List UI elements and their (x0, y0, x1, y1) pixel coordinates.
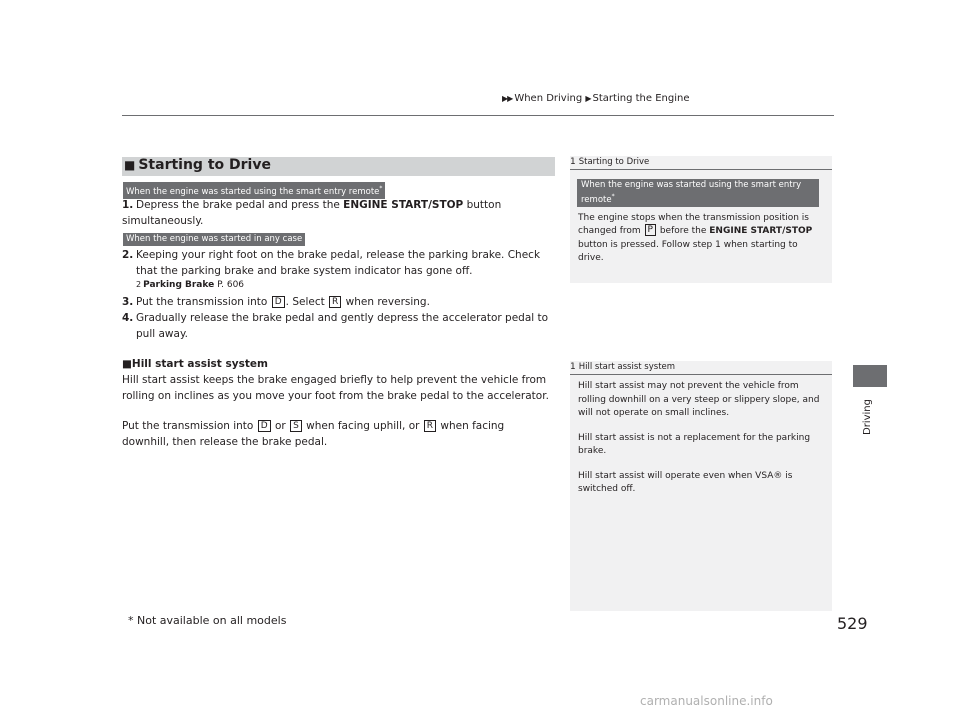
sidebar-text: The engine stops when the transmission position is changed from P before the ENGINE START/STOP button is pressed. Follow step 1 when starting to drive. (578, 212, 813, 264)
step-4: 4. Gradually release the brake pedal and gently depress the accelerator pedal to pull away. (122, 312, 549, 340)
hill-paragraph-1: Hill start assist keeps the brake engaged briefly to help prevent the vehicle from rolling on inclines as you move your foot from the brake pedal to the accelerator. (122, 374, 549, 402)
page-number: 529 (837, 614, 868, 633)
chapter-label: Driving (862, 399, 873, 435)
condition-tag-remote: When the engine was started using the smart entry remote* (123, 182, 385, 199)
subsection-title: ■Hill start assist system (122, 358, 268, 370)
gear-key-d: D (258, 420, 271, 432)
watermark: carmanualsonline.info (640, 694, 773, 708)
note-icon: 1 (570, 157, 576, 167)
gear-key-r: R (424, 420, 436, 432)
step-1: 1. Depress the brake pedal and press the ENGINE START/STOP button simultaneously. (122, 199, 502, 227)
square-bullet-icon: ■ (124, 158, 136, 172)
section-title: ■ Starting to Drive (124, 157, 271, 173)
square-bullet-icon: ■ (122, 358, 132, 370)
sidebar-divider (570, 374, 832, 375)
breadcrumb (502, 93, 689, 104)
double-arrow-icon: ▶▶ (502, 94, 513, 103)
sidebar-paragraph-3: Hill start assist will operate even when VSA® is switched off. (578, 470, 793, 494)
sidebar-divider (570, 169, 832, 170)
footnote: * Not available on all models (128, 614, 287, 627)
sidebar-heading: 1 Starting to Drive (570, 157, 650, 167)
step-3: 3. Put the transmission into D . Select R when reversing. (122, 296, 430, 308)
reference-arrow-icon: 2 (136, 280, 142, 289)
hill-paragraph-2: Put the transmission into D or S when facing uphill, or R when facing downhill, then release the brake pedal. (122, 420, 505, 448)
condition-tag-any: When the engine was started in any case (123, 233, 305, 246)
breadcrumb-item-starting-engine[interactable]: Starting the Engine (592, 93, 690, 104)
sidebar-condition-tag: When the engine was started using the smart entry remote* (577, 179, 819, 207)
gear-key-s: S (290, 420, 302, 432)
sidebar-note-hill (570, 361, 832, 611)
breadcrumb-item-when-driving[interactable]: When Driving (514, 93, 583, 104)
sidebar-note-starting (570, 156, 832, 283)
sidebar-paragraph-1: Hill start assist may not prevent the vehicle from rolling downhill on a very steep or slippery slope, and will not operate on small inclines. (578, 381, 820, 418)
sidebar-paragraph-2: Hill start assist is not a replacement for the parking brake. (578, 432, 811, 456)
note-icon: 1 (570, 362, 576, 372)
gear-key-r: R (329, 296, 341, 308)
footnote-marker: * (611, 193, 615, 200)
gear-key-d: D (272, 296, 285, 308)
cross-reference[interactable]: 2 Parking Brake P. 606 (136, 280, 245, 290)
header-divider (122, 115, 834, 116)
arrow-icon: ▶ (585, 94, 591, 103)
gear-key-p: P (645, 224, 656, 236)
footnote-marker: * (379, 185, 383, 192)
step-2: 2. Keeping your right foot on the brake pedal, release the parking brake. Check that the parking brake and brake system indicator has gone off. (122, 249, 541, 277)
chapter-tab (853, 365, 887, 387)
sidebar-heading: 1 Hill start assist system (570, 362, 676, 372)
